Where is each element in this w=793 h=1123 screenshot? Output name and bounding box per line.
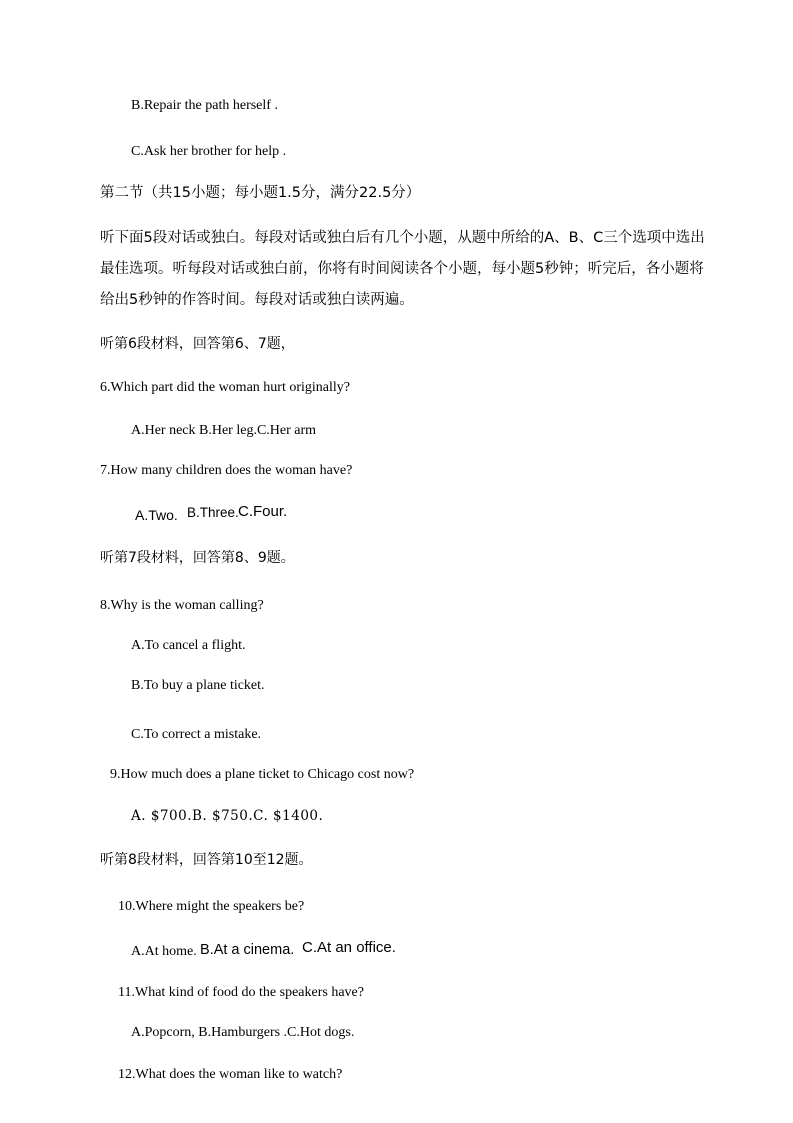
q5-option-b: B.Repair the path herself . xyxy=(131,98,278,113)
question-12: 12.What does the woman like to watch? xyxy=(118,1067,343,1082)
passage-7-heading: 听第7段材料，回答第8、9题。 xyxy=(100,550,295,566)
question-7-option-b: B.Three. xyxy=(187,505,239,520)
q5-option-c: C.Ask her brother for help . xyxy=(131,144,287,159)
question-10-option-b: B.At a cinema. xyxy=(200,942,295,958)
passage-8-heading: 听第8段材料，回答第10至12题。 xyxy=(100,852,313,868)
question-9: 9.How much does a plane ticket to Chicago cost now? xyxy=(110,767,415,782)
section-2-heading: 第二节（共15小题；每小题1.5分，满分22.5分） xyxy=(100,185,421,201)
question-10-option-a: A.At home. xyxy=(131,944,197,959)
question-6-options: A.Her neck B.Her leg.C.Her arm xyxy=(131,423,317,438)
question-7: 7.How many children does the woman have? xyxy=(100,463,353,478)
question-8-option-c: C.To correct a mistake. xyxy=(131,727,262,742)
instructions-text: 听下面5段对话或独白。每段对话或独白后有几个小题，从题中所给的A、B、C三个选项中选出最佳选项。听每段对话或独白前，你将有时间阅读各个小题，每小题5秒钟；听完后，各小题将给出5秒钟的作答时间。每段对话或独白读两遍。 xyxy=(100,230,705,308)
question-8: 8.Why is the woman calling? xyxy=(100,598,264,613)
question-11: 11.What kind of food do the speakers have? xyxy=(118,985,364,1000)
question-7-option-a: A.Two. xyxy=(135,507,178,523)
question-8-option-b: B.To buy a plane ticket. xyxy=(131,678,265,693)
question-9-options: A. $700.B. $750.C. $1400. xyxy=(131,808,324,824)
question-10-option-c: C.At an office. xyxy=(302,939,396,956)
question-7-option-c: C.Four. xyxy=(238,503,288,520)
question-6: 6.Which part did the woman hurt originally? xyxy=(100,380,350,395)
question-8-option-a: A.To cancel a flight. xyxy=(131,638,246,653)
passage-6-heading: 听第6段材料，回答第6、7题， xyxy=(100,336,295,352)
question-11-options: A.Popcorn, B.Hamburgers .C.Hot dogs. xyxy=(131,1025,355,1040)
question-10: 10.Where might the speakers be? xyxy=(118,899,305,914)
section-2-instructions xyxy=(100,223,710,316)
